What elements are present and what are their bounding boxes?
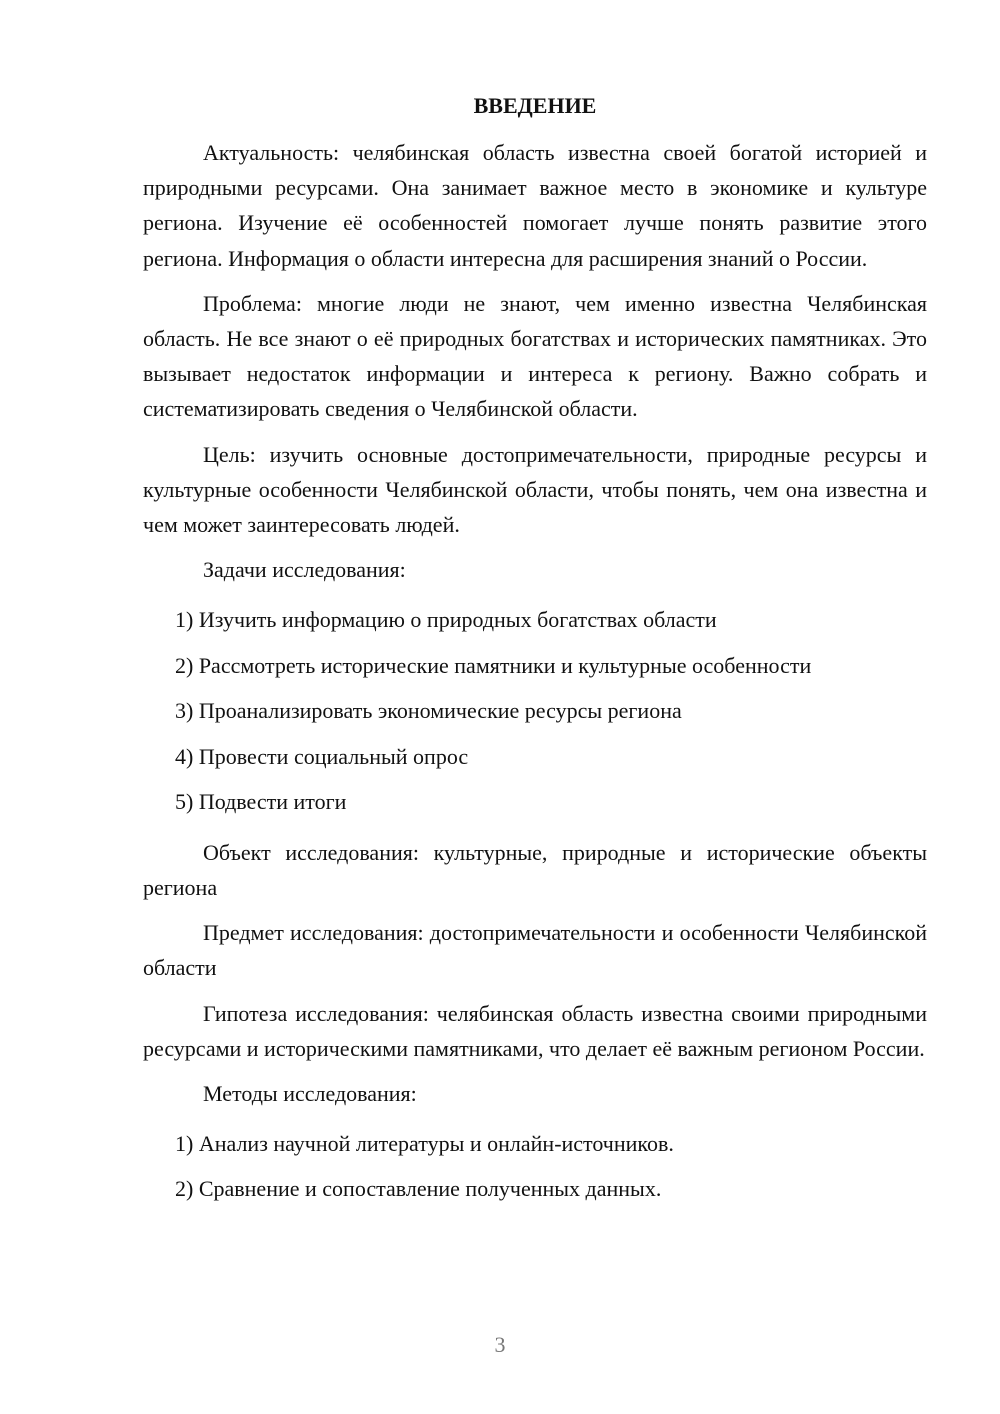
- task-item-3: 3) Проанализировать экономические ресурсы региона: [175, 698, 682, 724]
- paragraph-problem: Проблема: многие люди не знают, чем именно известна Челябинская область. Не все знают о её природных богатствах и исторических памятниках. Это вызывает недостаток информации и интереса к региону. Важно собрать и систематизировать сведения о Челябинской области.: [143, 290, 927, 422]
- tasks-list: [143, 597, 927, 825]
- paragraph-goal: Цель: изучить основные достопримечательности, природные ресурсы и культурные особенности Челябинской области, чтобы понять, чем она известна и чем может заинтересовать людей.: [143, 441, 927, 538]
- task-item-5: 5) Подвести итоги: [175, 789, 347, 815]
- methods-label: Методы исследования:: [203, 1080, 417, 1106]
- paragraph-hypothesis: Гипотеза исследования: челябинская область известна своими природными ресурсами и историческими памятниками, что делает её важным регионом России.: [143, 1000, 927, 1061]
- section-heading: ВВЕДЕНИЕ: [473, 93, 597, 118]
- page-content: [143, 88, 927, 1222]
- page-number: 3: [494, 1332, 506, 1357]
- paragraph-subject: Предмет исследования: достопримечательности и особенности Челябинской области: [143, 920, 927, 981]
- method-item-1: 1) Анализ научной литературы и онлайн-источников.: [175, 1130, 674, 1156]
- method-item-2: 2) Сравнение и сопоставление полученных данных.: [175, 1176, 662, 1202]
- paragraph-object: Объект исследования: культурные, природные и исторические объекты региона: [143, 839, 927, 900]
- paragraph-relevance: Актуальность: челябинская область известна своей богатой историей и природными ресурсами. Она занимает важное место в экономике и культуре региона. Изучение её особенностей помогает лучше понять развитие этого региона. Информация о области интересна для расширения знаний о России.: [143, 140, 927, 271]
- task-item-2: 2) Рассмотреть исторические памятники и культурные особенности: [175, 652, 812, 678]
- tasks-label: Задачи исследования:: [203, 557, 406, 583]
- task-item-4: 4) Провести социальный опрос: [175, 743, 469, 769]
- task-item-1: 1) Изучить информацию о природных богатствах области: [175, 607, 717, 633]
- methods-list: [143, 1121, 927, 1212]
